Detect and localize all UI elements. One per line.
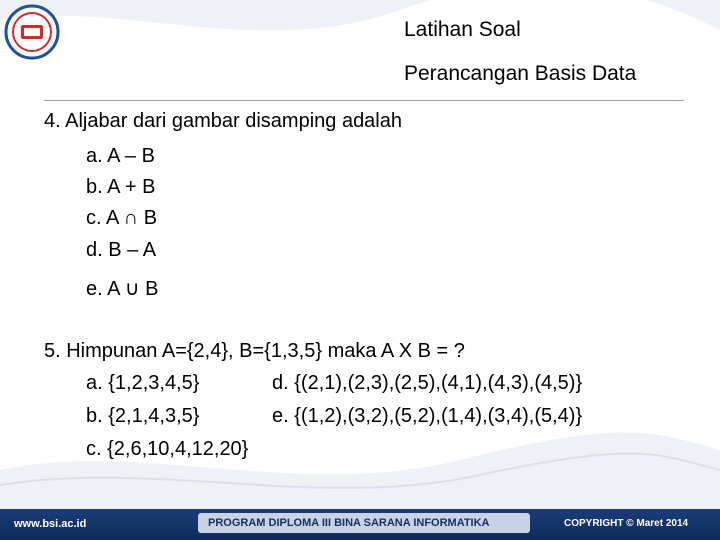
question-5-option-e: e. {(1,2),(3,2),(5,2),(1,4),(3,4),(5,4)} [272, 405, 583, 427]
question-4-option-d: d. B – A [86, 239, 157, 261]
slide-subtitle: Perancangan Basis Data [404, 62, 637, 85]
question-5-option-b: b. {2,1,4,3,5} [86, 405, 200, 427]
question-4-prompt: 4. Aljabar dari gambar disamping adalah [44, 110, 402, 132]
question-5-prompt: 5. Himpunan A={2,4}, B={1,3,5} maka A X B = ? [44, 340, 465, 362]
title-divider [44, 100, 684, 101]
slide-title: Latihan Soal [404, 18, 521, 41]
question-5-option-d: d. {(2,1),(2,3),(2,5),(4,1),(4,3),(4,5)} [272, 372, 583, 394]
footer-copyright: COPYRIGHT © Maret 2014 [564, 518, 689, 529]
question-5-option-a: a. {1,2,3,4,5} [86, 372, 200, 394]
footer-url[interactable]: www.bsi.ac.id [14, 518, 87, 530]
footer [0, 509, 720, 540]
footer-program-text: PROGRAM DIPLOMA III BINA SARANA INFORMATIKA [208, 517, 490, 529]
question-4-option-a: a. A – B [86, 145, 155, 167]
question-4-option-e: e. A ∪ B [86, 278, 159, 300]
bsi-logo [4, 4, 60, 60]
question-4-option-c: c. A ∩ B [86, 207, 158, 229]
question-5-option-c: c. {2,6,10,4,12,20} [86, 438, 249, 460]
bsi-logo-icon [4, 4, 60, 60]
question-4-option-b: b. A + B [86, 176, 156, 198]
